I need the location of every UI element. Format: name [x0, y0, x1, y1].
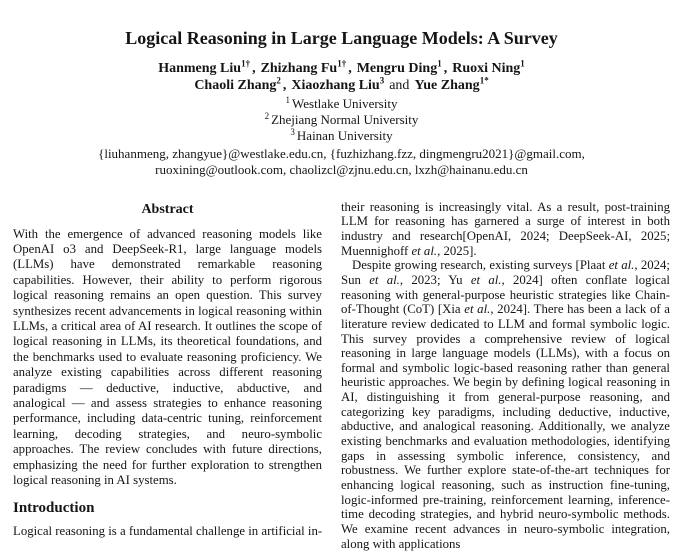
- author-name: Hanmeng Liu: [158, 61, 242, 76]
- two-column-body: [0, 200, 683, 552]
- author-separator: ,: [252, 61, 256, 76]
- author: [194, 75, 281, 93]
- author-name: Ruoxi Ning: [452, 61, 521, 76]
- right-column: [341, 200, 670, 552]
- author-affiliation-marker: 1: [437, 58, 442, 69]
- author: [158, 58, 251, 76]
- author-name: Chaoli Zhang: [194, 78, 277, 93]
- paper-title: Logical Reasoning in Large Language Models: A Survey: [125, 28, 558, 48]
- affiliation-list: [0, 96, 683, 145]
- author-separator: ,: [348, 61, 352, 76]
- affiliation-name: Zhejiang Normal University: [271, 112, 419, 128]
- author-affiliation-marker: 2: [276, 75, 281, 86]
- affiliation-number: 3: [290, 127, 295, 138]
- body-paragraph: Despite growing research, existing surveys [Plaat et al., 2024; Sun et al., 2023; Yu et al., 2024] often conflate logical reasoning with general-purpose heuristic strategies like Chain-of-Thought (CoT) [Xia et al., 2024]. There has been a lack of a literature review dedicated to LLM and formal symbolic logic. This survey provides a comprehensive review of logical reasoning in large language models (LLMs), with a focus on formal and symbolic logic-based reasoning rather than general heuristic approaches. We begin by defining logical reasoning in AI, distinguishing it from general-purpose reasoning, and categorizing key paradigms, including deductive, inductive, abductive, and analogical reasoning. Additionally, we analyze existing benchmarks and evaluation methodologies, identifying gaps in assessing symbolic inference, consistency, and robustness. We further explore state-of-the-art techniques for enhancing logical reasoning, such as instruction fine-tuning, logic-informed pre-training, reinforcement learning, inference-time decoding strategies, and hybrid neuro-symbolic methods. We examine recent advances in neuro-symbolic integration, along with applications: [341, 258, 670, 551]
- author: [452, 58, 525, 76]
- body-paragraph: their reasoning is increasingly vital. As a result, post-training LLM for reasoning has garnered a surge of interest in both industry and research[OpenAI, 2024; DeepSeek-AI, 2025; Muennighoff et al., 2025].: [341, 199, 670, 258]
- author-name: Yue Zhang: [414, 78, 480, 93]
- author-affiliation-marker: 3: [379, 75, 385, 86]
- affiliation: [0, 96, 683, 112]
- affiliation-number: 1: [285, 94, 291, 105]
- author-affiliation-marker: 1*: [479, 75, 489, 86]
- author-affiliation-marker: 1: [520, 58, 525, 69]
- author: [414, 75, 489, 93]
- author-affiliation-marker: 1†: [337, 58, 347, 69]
- author-name: Mengru Ding: [356, 61, 438, 76]
- author-separator: ,: [282, 78, 287, 93]
- section-heading-introduction: Introduction: [13, 499, 95, 516]
- email-line: ruoxining@outlook.com, chaolizcl@zjnu.edu.cn, lxzh@hainanu.edu.cn: [155, 161, 528, 177]
- email-line: {liuhanmeng, zhangyue}@westlake.edu.cn, {fuzhizhang.fzz, dingmengru2021}@gmail.com,: [98, 145, 585, 161]
- affiliation: [0, 128, 683, 144]
- author-line-1: [0, 60, 683, 77]
- affiliation-name: Hainan University: [296, 128, 393, 144]
- left-column: [13, 200, 322, 539]
- affiliation-name: Westlake University: [292, 96, 398, 111]
- author-separator: ,: [443, 61, 448, 76]
- author-conjunction: and: [389, 78, 410, 93]
- abstract-heading: Abstract: [141, 201, 194, 217]
- author: [260, 58, 347, 76]
- author-name: Xiaozhang Liu: [291, 78, 380, 93]
- abstract-text: With the emergence of advanced reasoning models like OpenAI o3 and DeepSeek-R1, large language models (LLMs) have demonstrated remarkable reasoning capabilities. However, their ability to perform rigorous logical reasoning remains an open question. This survey synthesizes recent advancements in logical reasoning within LLMs, a critical area of AI research. It outlines the scope of logical reasoning in LLMs, its theoretical foundations, and the benchmarks used to evaluate reasoning proficiency. We analyze existing capabilities across different reasoning paradigms — deductive, inductive, abductive, and analogical — and assess strategies to enhance reasoning performance, including data-centric tuning, reinforcement learning, decoding strategies, and neuro-symbolic approaches. The review concludes with future directions, emphasizing the need for further exploration to strengthen logical reasoning in AI systems.: [13, 226, 322, 488]
- author: [291, 75, 385, 93]
- introduction-first-line: Logical reasoning is a fundamental challenge in artificial in-: [13, 523, 322, 538]
- author-name: Zhizhang Fu: [260, 61, 338, 76]
- affiliation: [0, 112, 683, 128]
- paper-header: [0, 0, 683, 178]
- email-block: [0, 146, 683, 178]
- author-affiliation-marker: 1†: [241, 58, 251, 69]
- author-line-2: [0, 77, 683, 94]
- author: [356, 58, 442, 76]
- affiliation-number: 2: [264, 110, 270, 121]
